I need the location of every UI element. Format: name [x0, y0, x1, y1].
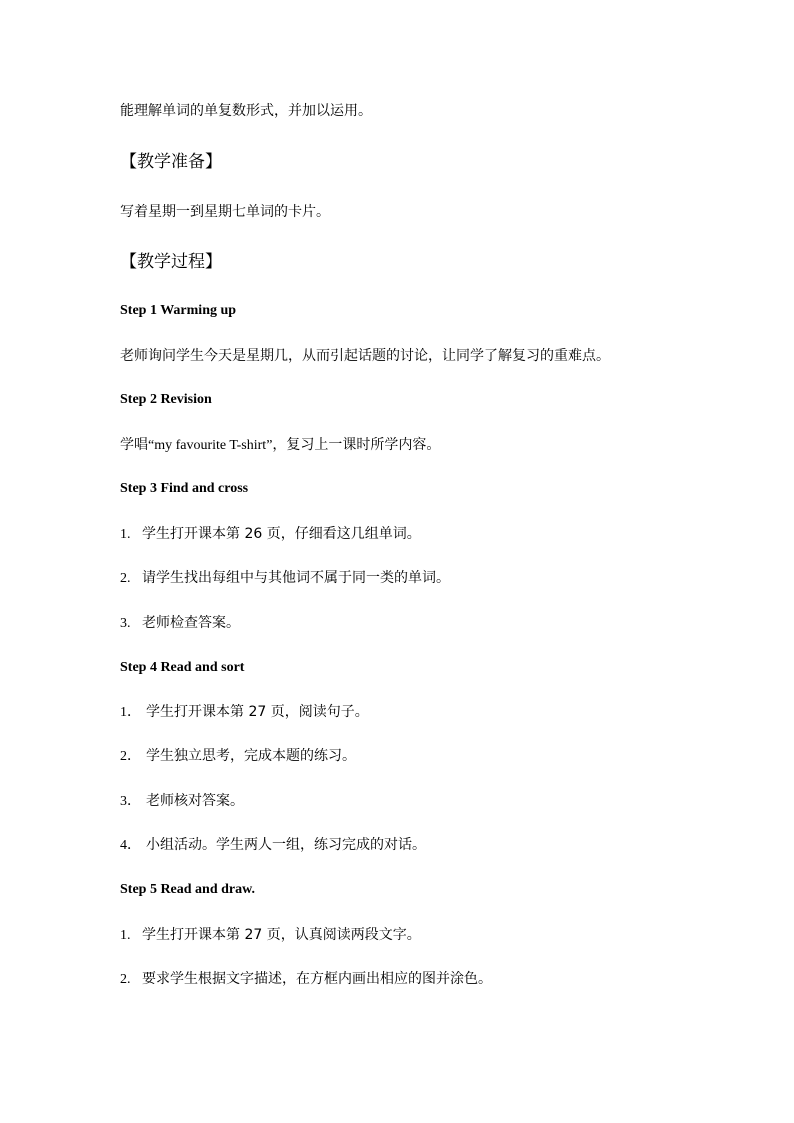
list-item-number: 1. [120, 527, 131, 542]
list-item [120, 791, 244, 812]
list-item-number: 2. [120, 571, 131, 586]
step2-heading: Step 2 Revision [120, 392, 212, 407]
list-item [120, 746, 356, 767]
list-item-text: 小组活动。学生两人一组，练习完成的对话。 [146, 837, 426, 853]
step2-text [120, 435, 440, 456]
list-item [120, 568, 450, 589]
step2-text-suffix: ，复习上一课时所学内容。 [272, 437, 441, 453]
list-item [120, 925, 421, 946]
list-item [120, 524, 421, 545]
list-item-text: 学生打开课本第 27 页，认真阅读两段文字。 [142, 927, 421, 943]
step1-heading: Step 1 Warming up [120, 303, 237, 318]
list-item-number: 1. [120, 928, 131, 943]
list-item-text: 学生独立思考，完成本题的练习。 [146, 748, 356, 764]
process-heading: 【教学过程】 [120, 252, 222, 272]
list-item-text: 老师检查答案。 [142, 615, 240, 631]
step5-heading: Step 5 Read and draw. [120, 882, 255, 897]
step3-heading: Step 3 Find and cross [120, 481, 249, 496]
step1-text: 老师询问学生今天是星期几，从而引起话题的讨论，让同学了解复习的重难点。 [120, 348, 610, 364]
step4-heading: Step 4 Read and sort [120, 660, 245, 675]
prep-heading: 【教学准备】 [120, 152, 222, 172]
list-item-text: 学生打开课本第 27 页，阅读句子。 [146, 704, 369, 720]
step2-song-title: “my favourite T-shirt” [148, 438, 273, 453]
list-item-number: 3. [120, 616, 131, 631]
list-item [120, 702, 369, 723]
prep-text: 写着星期一到星期七单词的卡片。 [120, 204, 330, 220]
list-item [120, 835, 426, 856]
list-item-text: 请学生找出每组中与其他词不属于同一类的单词。 [142, 570, 450, 586]
intro-line: 能理解单词的单复数形式，并加以运用。 [120, 103, 372, 119]
list-item-text: 学生打开课本第 26 页，仔细看这几组单词。 [142, 526, 421, 542]
list-item-number: 2． [120, 749, 141, 764]
list-item-text: 要求学生根据文字描述，在方框内画出相应的图并涂色。 [142, 971, 492, 987]
list-item-number: 4． [120, 838, 141, 853]
list-item-number: 3． [120, 794, 141, 809]
list-item [120, 969, 492, 990]
list-item [120, 613, 240, 634]
list-item-text: 老师核对答案。 [146, 793, 244, 809]
list-item-number: 2. [120, 972, 131, 987]
list-item-number: 1． [120, 705, 141, 720]
step2-text-prefix: 学唱 [120, 437, 148, 453]
